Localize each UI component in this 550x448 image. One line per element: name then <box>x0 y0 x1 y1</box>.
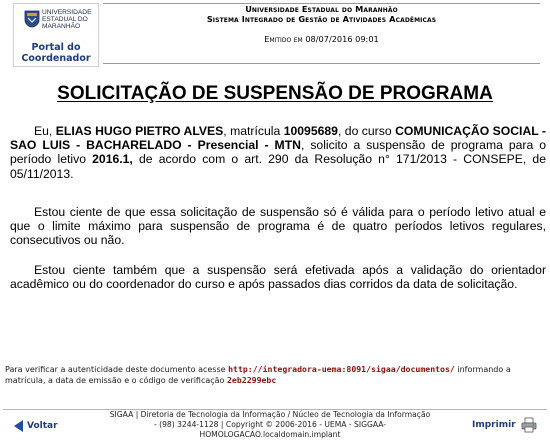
verification-code: 2eb2299ebc <box>227 375 277 385</box>
portal-label-line1: Portal do <box>31 42 81 53</box>
printer-icon <box>521 417 537 433</box>
verification-suffix: informando a matrícula, a data de emissão e o código de verificação <box>5 365 511 385</box>
effectiveness-paragraph <box>10 263 546 291</box>
footer-credits <box>88 410 452 440</box>
academic-period: 2016.1, <box>92 152 133 167</box>
portal-label <box>14 42 98 64</box>
footer-line: HOMOLOGACAO.localdomain.implant <box>199 430 341 439</box>
page-title-text: SOLICITAÇÃO DE SUSPENSÃO DE PROGRAMA <box>57 83 493 104</box>
course-name: COMUNICAÇÃO SOCIAL - SAO LUIS - BACHARELADO - Presencial - MTN <box>10 124 546 153</box>
text: de acordo com o art. 290 da Resolução n° 171/2013 - CONSEPE, de 05/11/2013. <box>10 152 546 181</box>
text: Eu, <box>34 124 56 138</box>
page-title <box>0 83 550 105</box>
arrow-left-icon <box>14 420 23 432</box>
logo-wordmark <box>42 9 91 31</box>
validity-text: Estou ciente de que essa solicitação de suspensão só é válida para o período letivo atual e que o limite máximo para suspensão de programa é de quatro períodos letivos regulares, consecutivos ou não. <box>10 205 546 248</box>
print-button[interactable] <box>472 417 537 433</box>
request-paragraph <box>10 124 546 181</box>
university-logo <box>13 3 99 67</box>
university-name: Universidade Estadual do Maranhão <box>245 4 398 14</box>
footer-line: - (98) 3244-1128 | Copyright © 2006-2016 - UEMA - SIGGAA- <box>153 420 387 429</box>
portal-label-line2: Coordenador <box>21 53 91 64</box>
registration-number: 10095689 <box>283 124 338 138</box>
header-bottom-divider <box>103 63 540 64</box>
print-label: Imprimir <box>472 420 516 430</box>
text: , solicito a suspensão de programa para o período letivo <box>10 138 546 167</box>
system-name: Sistema Integrado de Gestão de Atividades Acadêmicas <box>206 14 437 24</box>
emission-info <box>103 34 540 44</box>
text: , matrícula <box>223 124 284 138</box>
validity-paragraph <box>10 205 546 248</box>
verification-url[interactable]: http://integradora-uema:8091/sigaa/documentos/ <box>228 364 455 374</box>
header-institution-info <box>103 4 540 44</box>
footer-line: SIGAA | Diretoria de Tecnologia da Informação / Núcleo de Tecnologia da Informação <box>109 410 431 419</box>
text: , do curso <box>337 124 396 138</box>
emission-label: Emitido em <box>264 34 303 44</box>
emission-datetime: 08/07/2016 09:01 <box>305 34 379 44</box>
document-header <box>0 0 550 70</box>
logo-line: UNIVERSIDADE <box>42 9 92 16</box>
logo-line: ESTADUAL DO <box>42 16 88 24</box>
effectiveness-text: Estou ciente também que a suspensão será efetivada após a validação do orientador acadêmico ou do coordenador do curso e após passados dias corridos da data de solicitação. <box>10 263 546 292</box>
back-button[interactable] <box>14 417 60 435</box>
university-seal-icon <box>24 10 40 28</box>
verification-prefix: Para verificar a autenticidade deste documento acesse <box>5 365 229 374</box>
logo-line: MARANHÃO <box>42 23 81 31</box>
student-name: ELIAS HUGO PIETRO ALVES <box>55 124 224 138</box>
verification-note <box>5 364 545 386</box>
back-label: Voltar <box>27 421 58 431</box>
